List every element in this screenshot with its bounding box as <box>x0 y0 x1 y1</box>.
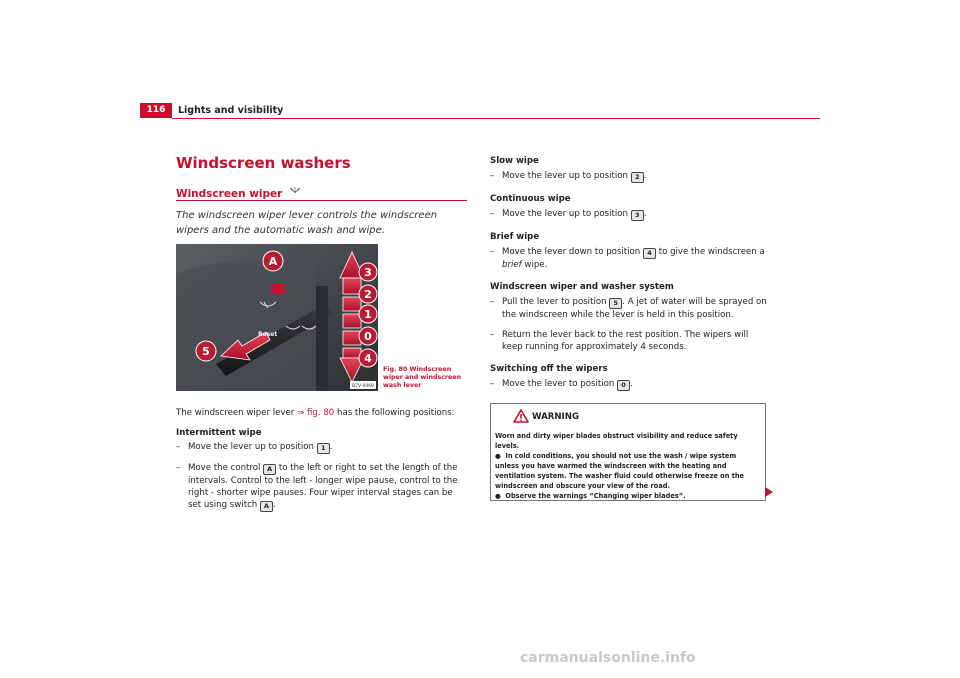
figure-label-2: 2 <box>364 288 372 301</box>
heading-slow-wipe: Slow wipe <box>490 156 539 166</box>
reset-label: Reset <box>258 331 278 338</box>
heading-intermittent-wipe: Intermittent wipe <box>176 428 262 438</box>
wiper-lever-figure <box>176 244 378 391</box>
warning-text <box>495 431 761 501</box>
warning-triangle-icon <box>513 409 529 423</box>
section-title: Windscreen washers <box>176 154 351 172</box>
list-item: – Move the lever to position 0 . <box>490 379 633 389</box>
header-rule <box>172 118 820 119</box>
switch-badge-a: A <box>260 501 273 512</box>
list-item: – Pull the lever to position 5 . A jet of water will be sprayed on the windscreen while the lever is held in this position. <box>490 297 767 320</box>
list-item: – Move the lever up to position 3 . <box>490 209 647 219</box>
list-item: – Move the lever up to position 1 . <box>176 442 333 452</box>
heading-continuous-wipe: Continuous wipe <box>490 194 571 204</box>
warning-title: WARNING <box>532 412 579 422</box>
heading-brief-wipe: Brief wipe <box>490 232 540 242</box>
list-item: – Move the lever up to position 2 . <box>490 171 647 181</box>
wiper-symbol-icon <box>289 186 301 196</box>
bullet-icon: ● <box>495 452 506 460</box>
position-badge-0: 0 <box>617 380 630 391</box>
warning-line: Worn and dirty wiper blades obstruct visibility and reduce safety levels. <box>495 432 738 450</box>
list-item: – Move the control A to the left or right to set the length of the intervals. Control to the left - longer wipe pause, control to the right - shorter wipe pauses. Four wiper interval stages can be set using switch A . <box>176 463 458 510</box>
right-column <box>490 155 770 391</box>
subsection-rule <box>176 200 467 201</box>
wiper-lever-illustration <box>176 244 378 391</box>
figure-label-3: 3 <box>364 266 372 279</box>
page-number: 116 <box>140 103 172 118</box>
lead-text-before: The windscreen wiper lever <box>176 408 298 418</box>
figure-label-1: 1 <box>364 308 372 321</box>
left-column <box>176 407 468 512</box>
list-item: – Move the lever down to position 4 to give the windscreen a brief wipe. <box>490 247 765 270</box>
figure-label-5: 5 <box>202 345 210 358</box>
heading-switching-off: Switching off the wipers <box>490 364 608 374</box>
heading-washer-system: Windscreen wiper and washer system <box>490 282 674 292</box>
list-item: – Return the lever back to the rest position. The wipers will keep running for approximately 4 seconds. <box>490 330 749 352</box>
lead-text-after: has the following positions: <box>334 408 455 418</box>
figure-reference-link[interactable]: ⇒ fig. 80 <box>297 408 335 418</box>
position-badge-3: 3 <box>631 210 644 221</box>
position-badge-1: 1 <box>317 443 330 454</box>
figure-label-0: 0 <box>364 330 372 343</box>
figure-code: B7V-0069 <box>352 384 374 389</box>
continue-arrow-icon <box>765 487 773 497</box>
subsection-title-text: Windscreen wiper <box>176 188 283 200</box>
figure-label-a: A <box>268 255 278 268</box>
warning-bullet: ● In cold conditions, you should not use the wash / wipe system unless you have warmed the windscreen with the heating and ventilation system. The washer fluid could otherwise freeze on the windscreen and obscure your view of the road. <box>495 452 745 490</box>
bullet-icon: ● <box>495 492 506 500</box>
watermark: carmanualsonline.info <box>520 650 696 666</box>
position-badge-4: 4 <box>643 248 656 259</box>
warning-box <box>490 403 766 501</box>
position-badge-2: 2 <box>631 172 644 183</box>
running-header: Lights and visibility <box>178 105 284 116</box>
warning-bullet: ● Observe the warnings “Changing wiper blades”. <box>495 492 686 500</box>
figure-caption: Fig. 80 Windscreen wiper and windscreen wash lever <box>383 366 462 389</box>
lead-paragraph <box>176 407 468 419</box>
subsection-title <box>176 186 301 200</box>
position-badge-5: 5 <box>609 298 622 309</box>
control-badge-a: A <box>263 464 276 475</box>
intro-text: The windscreen wiper lever controls the windscreen wipers and the automatic wash and wipe. <box>176 210 438 236</box>
figure-label-4: 4 <box>364 352 372 365</box>
